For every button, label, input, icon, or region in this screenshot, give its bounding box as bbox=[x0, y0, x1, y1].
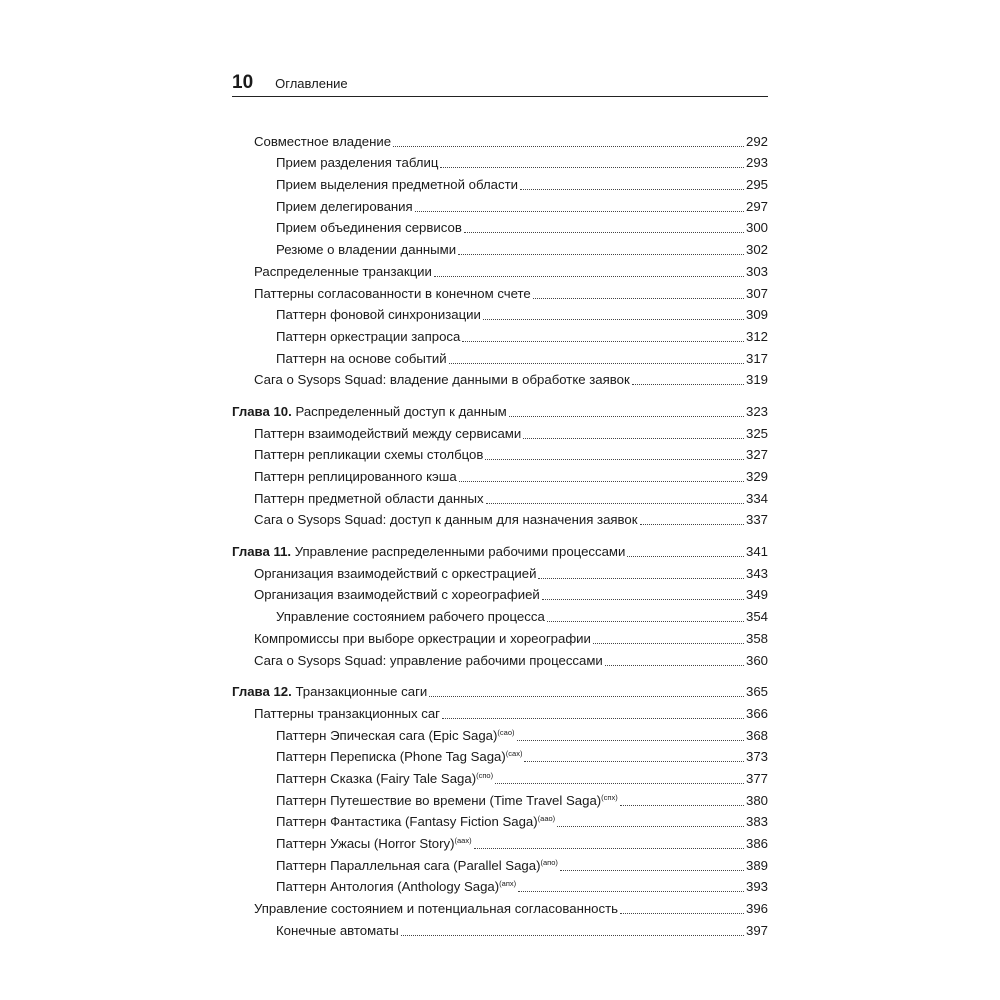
page-header bbox=[232, 72, 768, 97]
page-ref: 334 bbox=[745, 490, 768, 506]
page-ref: 383 bbox=[745, 814, 768, 830]
page-ref: 389 bbox=[745, 857, 768, 873]
page-ref: 302 bbox=[745, 242, 768, 258]
chapter-label: Глава 10. bbox=[232, 403, 292, 419]
toc-entry-title bbox=[276, 351, 447, 367]
page-ref: 300 bbox=[745, 220, 768, 236]
toc-entry bbox=[232, 171, 768, 193]
dot-leader bbox=[523, 438, 744, 439]
entry-text: Паттерны транзакционных саг bbox=[254, 705, 440, 721]
dot-leader bbox=[495, 783, 744, 784]
toc-entry bbox=[232, 345, 768, 367]
toc-entry bbox=[232, 625, 768, 647]
dot-leader bbox=[449, 363, 744, 364]
toc-entry bbox=[232, 420, 768, 442]
entry-superscript: (спо) bbox=[476, 770, 494, 780]
entry-text: Паттерн Фантастика (Fantasy Fiction Saga) bbox=[276, 814, 538, 830]
dot-leader bbox=[538, 578, 744, 579]
dot-leader bbox=[632, 384, 744, 385]
chapter-label: Глава 11. bbox=[232, 544, 292, 560]
toc-entry-title bbox=[254, 706, 440, 722]
page-ref: 312 bbox=[745, 328, 768, 344]
toc-entry bbox=[232, 128, 768, 150]
dot-leader bbox=[620, 805, 744, 806]
dot-leader bbox=[547, 621, 744, 622]
toc-entry bbox=[232, 603, 768, 625]
toc-entry bbox=[232, 560, 768, 582]
page-ref: 360 bbox=[745, 652, 768, 668]
dot-leader bbox=[524, 761, 744, 762]
dot-leader bbox=[620, 913, 744, 914]
toc-section bbox=[232, 398, 768, 528]
page-ref: 377 bbox=[745, 770, 768, 786]
toc-entry bbox=[232, 302, 768, 324]
toc-entry-title bbox=[276, 923, 399, 939]
entry-superscript: (сах) bbox=[505, 749, 523, 759]
entry-text: Резюме о владении данными bbox=[276, 242, 457, 258]
dot-leader bbox=[483, 319, 744, 320]
dot-leader bbox=[640, 524, 744, 525]
toc-entry-title bbox=[254, 447, 483, 463]
entry-text: Организация взаимодействий с хореографией bbox=[254, 587, 540, 603]
toc-entry-title bbox=[254, 469, 457, 485]
toc-entry-title bbox=[276, 177, 518, 193]
toc-entry-title bbox=[276, 609, 545, 625]
page-ref: 297 bbox=[745, 198, 768, 214]
toc-entry bbox=[232, 442, 768, 464]
toc-entry bbox=[232, 193, 768, 215]
toc-entry-title bbox=[254, 134, 391, 150]
page-ref: 368 bbox=[745, 727, 768, 743]
toc-entry bbox=[232, 258, 768, 280]
entry-text: Сага о Sysops Squad: владение данными в обработке заявок bbox=[254, 372, 630, 388]
dot-leader bbox=[434, 276, 744, 277]
page-ref: 380 bbox=[745, 792, 768, 808]
toc-entry-title bbox=[254, 587, 540, 603]
toc-entry bbox=[232, 722, 768, 744]
page-ref: 354 bbox=[745, 609, 768, 625]
dot-leader bbox=[517, 740, 744, 741]
dot-leader bbox=[440, 167, 744, 168]
dot-leader bbox=[442, 718, 744, 719]
toc-entry-title bbox=[276, 793, 618, 809]
page-ref: 292 bbox=[745, 133, 768, 149]
entry-text: Управление распределенными рабочими процессами bbox=[291, 544, 626, 560]
toc-entry-title bbox=[254, 653, 603, 669]
page-ref: 386 bbox=[745, 836, 768, 851]
entry-text: Управление состоянием и потенциальная согласованность bbox=[254, 901, 618, 917]
entry-text: Компромиссы при выборе оркестрации и хореографии bbox=[254, 630, 591, 646]
page-ref: 309 bbox=[745, 307, 768, 323]
page-ref: 366 bbox=[745, 705, 768, 721]
dot-leader bbox=[542, 599, 744, 600]
toc-section bbox=[232, 538, 768, 668]
toc-entry bbox=[232, 150, 768, 172]
entry-text: Прием объединения сервисов bbox=[276, 220, 462, 236]
toc-entry-title bbox=[276, 749, 522, 765]
toc-chapter-entry bbox=[232, 538, 768, 560]
toc-entry-title bbox=[276, 329, 460, 345]
entry-text: Паттерн Путешествие во времени (Time Travel Saga) bbox=[276, 792, 602, 808]
toc-entry bbox=[232, 323, 768, 345]
entry-superscript: (апх) bbox=[499, 879, 517, 889]
toc-chapter-entry bbox=[232, 679, 768, 701]
toc-entry bbox=[232, 367, 768, 389]
entry-superscript: (аах) bbox=[454, 836, 472, 845]
page-ref: 349 bbox=[745, 587, 768, 603]
toc-entry-title bbox=[254, 286, 531, 302]
dot-leader bbox=[533, 298, 744, 299]
toc-entry-title bbox=[276, 814, 555, 830]
dot-leader bbox=[485, 459, 744, 460]
dot-leader bbox=[462, 341, 744, 342]
toc-entry bbox=[232, 236, 768, 258]
toc-entry-title bbox=[254, 372, 630, 388]
entry-text: Паттерн Ужасы (Horror Story) bbox=[276, 836, 455, 851]
dot-leader bbox=[557, 826, 744, 827]
toc-entry-title bbox=[254, 631, 591, 647]
toc-entry-title bbox=[276, 242, 456, 258]
toc-entry-title bbox=[276, 836, 472, 852]
dot-leader bbox=[593, 643, 744, 644]
entry-text: Паттерн репликации схемы столбцов bbox=[254, 447, 484, 463]
toc-entry bbox=[232, 787, 768, 809]
toc-entry-title bbox=[232, 404, 507, 420]
entry-text: Паттерны согласованности в конечном счете bbox=[254, 285, 531, 301]
dot-leader bbox=[401, 935, 744, 936]
toc-entry bbox=[232, 744, 768, 766]
table-of-contents bbox=[232, 128, 768, 939]
entry-superscript: (спх) bbox=[601, 792, 618, 802]
page-ref: 327 bbox=[745, 447, 768, 463]
toc-entry-title bbox=[232, 544, 625, 560]
entry-text: Транзакционные саги bbox=[291, 684, 428, 700]
toc-entry-title bbox=[254, 491, 484, 507]
entry-text: Паттерн Параллельная сага (Parallel Saga) bbox=[276, 857, 541, 873]
entry-text: Прием выделения предметной области bbox=[276, 177, 518, 193]
entry-text: Сага о Sysops Squad: доступ к данным для назначения заявок bbox=[254, 512, 638, 528]
dot-leader bbox=[458, 254, 744, 255]
page-ref: 307 bbox=[745, 285, 768, 301]
chapter-label: Глава 12. bbox=[232, 684, 292, 700]
entry-text: Совместное владение bbox=[254, 133, 392, 149]
page-ref: 323 bbox=[745, 403, 768, 419]
entry-text: Распределенные транзакции bbox=[254, 263, 432, 279]
entry-superscript: (аао) bbox=[537, 814, 556, 824]
page-ref: 373 bbox=[745, 749, 768, 765]
page-ref: 396 bbox=[745, 901, 768, 917]
page-ref: 319 bbox=[745, 372, 768, 388]
dot-leader bbox=[474, 848, 744, 849]
entry-text: Паттерн предметной области данных bbox=[254, 490, 484, 506]
entry-text: Паттерн реплицированного кэша bbox=[254, 469, 457, 484]
toc-entry-title bbox=[276, 199, 413, 215]
toc-entry-title bbox=[254, 426, 521, 442]
toc-entry bbox=[232, 874, 768, 896]
entry-text: Паттерн на основе событий bbox=[276, 350, 447, 366]
toc-entry bbox=[232, 895, 768, 917]
toc-entry bbox=[232, 485, 768, 507]
toc-entry bbox=[232, 215, 768, 237]
entry-text: Сага о Sysops Squad: управление рабочими процессами bbox=[254, 652, 603, 668]
entry-text: Паттерн Переписка (Phone Tag Saga) bbox=[276, 749, 506, 765]
dot-leader bbox=[429, 696, 744, 697]
toc-entry-title bbox=[276, 879, 516, 895]
entry-text: Паттерн Антология (Anthology Saga) bbox=[276, 879, 500, 895]
entry-text: Паттерн фоновой синхронизации bbox=[276, 307, 481, 323]
toc-entry bbox=[232, 809, 768, 831]
page-ref: 397 bbox=[745, 922, 768, 938]
toc-entry-title bbox=[254, 512, 638, 528]
page-ref: 325 bbox=[745, 425, 768, 441]
page-ref: 317 bbox=[745, 350, 768, 366]
page-ref: 343 bbox=[745, 565, 768, 581]
toc-section bbox=[232, 679, 768, 939]
entry-text: Паттерн Сказка (Fairy Tale Saga) bbox=[276, 770, 477, 786]
dot-leader bbox=[415, 211, 744, 212]
dot-leader bbox=[520, 189, 744, 190]
page-ref: 393 bbox=[745, 879, 768, 895]
toc-entry-title bbox=[276, 307, 481, 323]
toc-entry bbox=[232, 917, 768, 939]
toc-entry bbox=[232, 765, 768, 787]
page-ref: 303 bbox=[745, 263, 768, 279]
toc-entry bbox=[232, 830, 768, 852]
page-number: 10 bbox=[232, 72, 254, 93]
page-ref: 365 bbox=[745, 684, 768, 700]
toc-entry-title bbox=[254, 566, 536, 582]
entry-text: Прием делегирования bbox=[276, 198, 413, 214]
entry-superscript: (апо) bbox=[540, 857, 558, 867]
page-ref: 329 bbox=[745, 469, 768, 484]
toc-entry-title bbox=[276, 220, 462, 236]
toc-entry bbox=[232, 582, 768, 604]
dot-leader bbox=[459, 481, 744, 482]
toc-entry bbox=[232, 280, 768, 302]
page-ref: 358 bbox=[745, 630, 768, 646]
dot-leader bbox=[605, 665, 744, 666]
entry-text: Организация взаимодействий с оркестрацией bbox=[254, 565, 537, 581]
dot-leader bbox=[393, 146, 744, 147]
toc-entry bbox=[232, 852, 768, 874]
toc-entry-title bbox=[254, 264, 432, 280]
running-title: Оглавление bbox=[275, 76, 348, 91]
toc-entry-title bbox=[276, 155, 438, 171]
toc-entry-title bbox=[232, 684, 427, 700]
entry-text: Прием разделения таблиц bbox=[276, 155, 439, 171]
toc-entry-title bbox=[254, 901, 618, 917]
page-ref: 341 bbox=[745, 544, 768, 560]
toc-chapter-entry bbox=[232, 398, 768, 420]
page-ref: 293 bbox=[745, 155, 768, 171]
dot-leader bbox=[518, 891, 744, 892]
dot-leader bbox=[509, 416, 744, 417]
toc-entry-title bbox=[276, 771, 493, 787]
dot-leader bbox=[464, 232, 744, 233]
toc-entry bbox=[232, 463, 768, 485]
toc-entry bbox=[232, 647, 768, 669]
dot-leader bbox=[486, 503, 744, 504]
page-ref: 337 bbox=[745, 512, 768, 528]
toc-entry bbox=[232, 700, 768, 722]
entry-text: Паттерн оркестрации запроса bbox=[276, 328, 461, 344]
entry-superscript: (сао) bbox=[497, 727, 515, 737]
entry-text: Распределенный доступ к данным bbox=[291, 403, 507, 419]
toc-section bbox=[232, 128, 768, 388]
entry-text: Конечные автоматы bbox=[276, 922, 399, 938]
toc-entry-title bbox=[276, 858, 558, 874]
page-ref: 295 bbox=[745, 177, 768, 193]
entry-text: Управление состоянием рабочего процесса bbox=[276, 609, 545, 625]
dot-leader bbox=[627, 556, 744, 557]
toc-entry-title bbox=[276, 728, 515, 744]
dot-leader bbox=[560, 870, 744, 871]
entry-text: Паттерн взаимодействий между сервисами bbox=[254, 425, 522, 441]
entry-text: Паттерн Эпическая сага (Epic Saga) bbox=[276, 727, 498, 743]
toc-entry bbox=[232, 507, 768, 529]
